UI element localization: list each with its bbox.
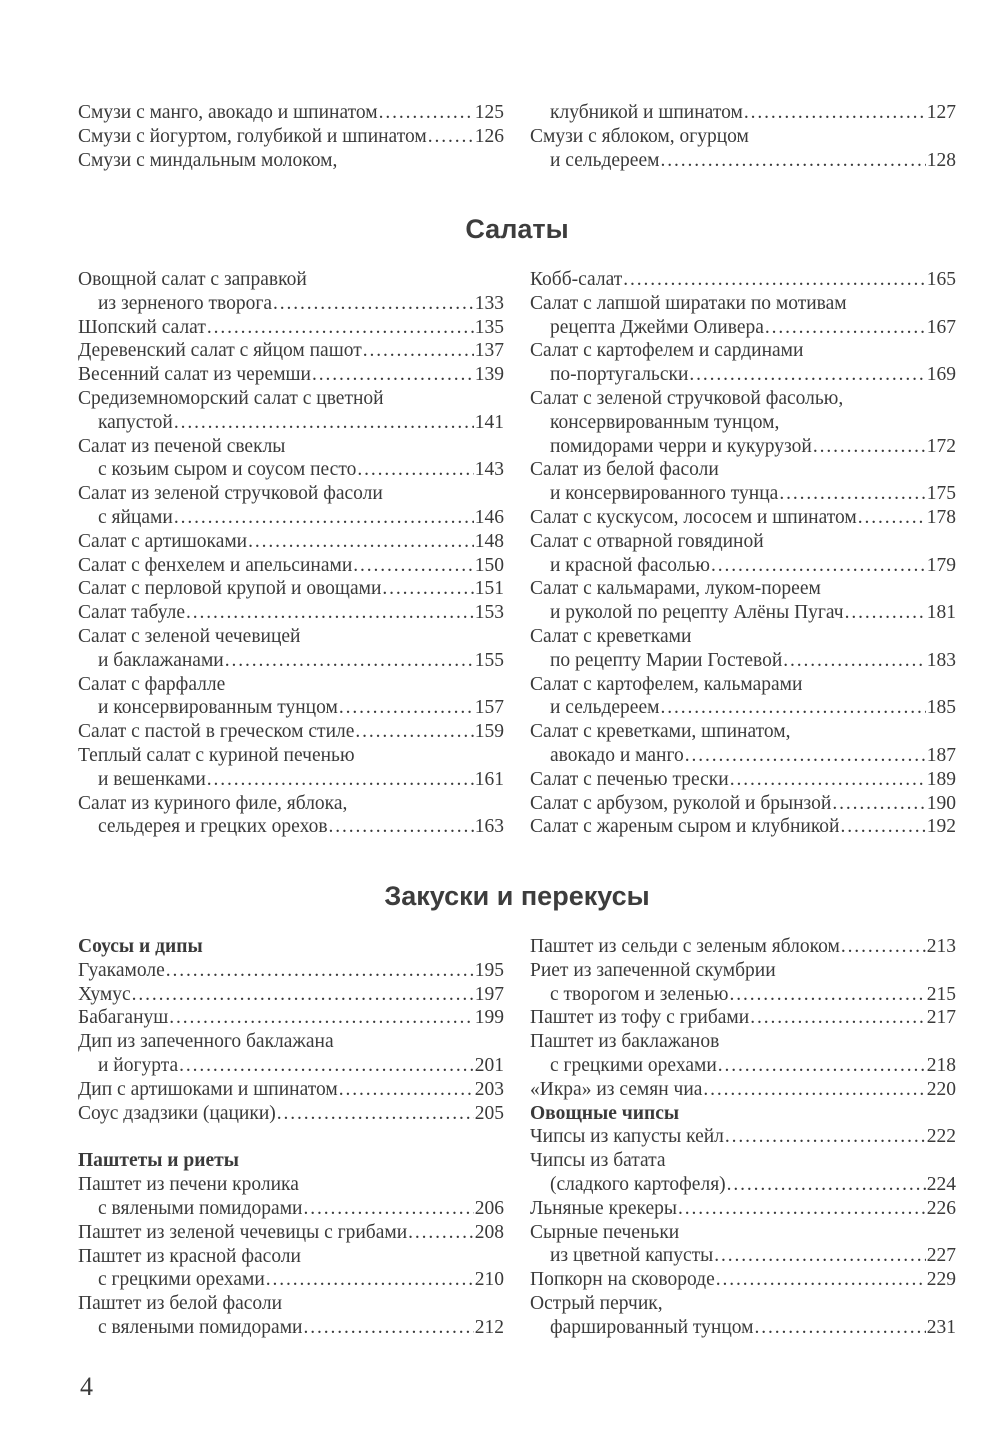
toc-entry[interactable] xyxy=(530,1078,956,1102)
toc-entry[interactable] xyxy=(78,530,504,554)
dot-leader xyxy=(355,720,473,744)
toc-page-number: 199 xyxy=(474,1007,504,1029)
dot-leader xyxy=(689,363,925,387)
toc-page-number: 220 xyxy=(926,1078,956,1100)
toc-entry-title: Смузи с йогуртом, голубикой и шпинатом xyxy=(78,125,427,147)
toc-entry-title: с яйцами xyxy=(98,506,173,528)
toc-page-number: 137 xyxy=(474,340,504,362)
toc-entry-title: рецепта Джейми Оливера xyxy=(550,316,764,338)
toc-entry-title: консервированным тунцом, xyxy=(550,411,780,433)
toc-entry[interactable] xyxy=(78,1078,504,1102)
toc-page-number: 190 xyxy=(926,792,956,814)
toc-entry-title: клубникой и шпинатом xyxy=(550,102,743,123)
dot-leader xyxy=(725,1125,926,1149)
toc-page-number: 203 xyxy=(474,1078,504,1100)
toc-entry-title: Салат из печеной свеклы xyxy=(78,435,286,457)
toc-subheading: Паштеты и риеты xyxy=(78,1150,239,1172)
toc-entry-title: и руколой по рецепту Алёны Пугач xyxy=(550,602,844,624)
dot-leader xyxy=(207,768,474,792)
toc-entry-title: Средиземноморский салат с цветной xyxy=(78,387,384,409)
toc-entry-title: Салат с креветками, шпинатом, xyxy=(530,721,791,743)
toc-page-number: 213 xyxy=(926,936,956,957)
toc-entry-title: с козьим сыром и соусом песто xyxy=(98,459,357,481)
toc-page-number: 127 xyxy=(926,102,956,123)
toc-entry-title: Салат с кальмарами, луком-пореем xyxy=(530,578,821,600)
toc-entry[interactable] xyxy=(530,339,956,387)
dot-leader xyxy=(186,601,474,625)
dot-leader xyxy=(832,792,925,816)
dot-leader xyxy=(711,554,926,578)
toc-entry-title: Бабагануш xyxy=(78,1007,169,1029)
dot-leader xyxy=(225,649,474,673)
toc-page-number: 206 xyxy=(474,1197,504,1219)
toc-page-number: 195 xyxy=(474,959,504,981)
toc-page-number: 178 xyxy=(926,506,956,528)
toc-page-number: 161 xyxy=(474,768,504,790)
toc-entry-title: фаршированный тунцом xyxy=(550,1316,754,1338)
toc-entry-title: капустой xyxy=(98,411,173,433)
toc-page-number: 218 xyxy=(926,1054,956,1076)
toc-page-number: 189 xyxy=(926,768,956,790)
dot-leader xyxy=(379,101,474,125)
toc-entry-title: по рецепту Марии Гостевой xyxy=(550,649,783,671)
dot-leader xyxy=(660,149,925,173)
toc-page-number: 125 xyxy=(474,102,504,123)
toc-entry[interactable] xyxy=(78,339,504,363)
toc-entry[interactable] xyxy=(530,1197,956,1221)
toc-entry-title: Деревенский салат с яйцом пашот xyxy=(78,340,362,362)
toc-entry[interactable] xyxy=(78,1245,504,1293)
toc-entry[interactable] xyxy=(78,959,504,983)
toc-entry[interactable] xyxy=(530,673,956,721)
toc-page-number: 215 xyxy=(926,983,956,1005)
toc-entry[interactable] xyxy=(530,292,956,340)
toc-page-number: 155 xyxy=(474,649,504,671)
toc-entry-title: Попкорн на сковороде xyxy=(530,1269,715,1291)
toc-page-number: 185 xyxy=(926,697,956,719)
dot-leader xyxy=(353,554,473,578)
toc-subheading: Соусы и дипы xyxy=(78,936,203,957)
toc-entry[interactable] xyxy=(78,125,504,149)
toc-page-number: 208 xyxy=(474,1221,504,1243)
toc-page-number: 139 xyxy=(474,364,504,386)
toc-entry-title: Хумус xyxy=(78,983,131,1005)
toc-entry[interactable] xyxy=(78,673,504,721)
dot-leader xyxy=(312,363,474,387)
toc-page-number: 187 xyxy=(926,744,956,766)
dot-leader xyxy=(841,935,926,959)
toc-entry[interactable] xyxy=(78,792,504,840)
toc-entry[interactable] xyxy=(78,744,504,792)
toc-entry-title: Салат с зеленой чечевицей xyxy=(78,625,301,647)
toc-entry[interactable] xyxy=(530,530,956,578)
toc-entry-title: Салат с картофелем, кальмарами xyxy=(530,673,803,695)
toc-entry[interactable] xyxy=(78,554,504,578)
toc-entry-title: помидорами черри и кукурузой xyxy=(550,435,812,457)
toc-entry-title: Смузи с яблоком, огурцом xyxy=(530,125,749,147)
toc-page-number: 172 xyxy=(926,435,956,457)
toc-entry-title: Смузи с манго, авокадо и шпинатом xyxy=(78,102,378,123)
toc-entry-title: Салат из белой фасоли xyxy=(530,459,719,481)
toc-entry-title: Салат из куриного филе, яблока, xyxy=(78,792,348,814)
toc-entry-title: Салат табуле xyxy=(78,602,185,624)
toc-page-number: 175 xyxy=(926,483,956,505)
toc-page-number: 210 xyxy=(474,1269,504,1291)
toc-column-left xyxy=(78,101,504,172)
toc-entry-title: с творогом и зеленью xyxy=(550,983,729,1005)
dot-leader xyxy=(744,101,926,125)
dot-leader xyxy=(718,1054,926,1078)
toc-page-number: 212 xyxy=(474,1316,504,1338)
section-title-salads: Салаты xyxy=(465,214,569,244)
toc-entry[interactable] xyxy=(530,720,956,768)
toc-entry[interactable] xyxy=(530,1030,956,1078)
toc-entry-title: Смузи с миндальным молоком, xyxy=(78,149,338,171)
toc-entry[interactable] xyxy=(530,458,956,506)
toc-entry-title: Чипсы из капусты кейл xyxy=(530,1126,724,1148)
toc-entry[interactable] xyxy=(78,1030,504,1078)
toc-entry-title: по-португальски xyxy=(550,364,689,386)
toc-entry-title: «Икра» из семян чиа xyxy=(530,1078,703,1100)
toc-page-number: 201 xyxy=(474,1054,504,1076)
toc-page-number: 192 xyxy=(926,816,956,838)
dot-leader xyxy=(623,268,926,292)
toc-entry-title: Салат с артишоками xyxy=(78,530,248,552)
toc-entry[interactable] xyxy=(530,768,956,792)
toc-entry[interactable] xyxy=(78,1006,504,1030)
toc-entry-title: Салат с картофелем и сардинами xyxy=(530,340,804,362)
toc-page-number: 217 xyxy=(926,1007,956,1029)
toc-page-number: 165 xyxy=(926,269,956,290)
toc-entry-title: Салат из зеленой стручковой фасоли xyxy=(78,483,383,505)
dot-leader xyxy=(303,1197,473,1221)
toc-entry-title: из цветной капусты xyxy=(550,1245,714,1267)
toc-page-number: 226 xyxy=(926,1197,956,1219)
toc-page-number: 146 xyxy=(474,506,504,528)
dot-leader xyxy=(382,577,473,601)
toc-page-number: 128 xyxy=(926,149,956,171)
toc-entry[interactable] xyxy=(530,387,956,458)
toc-entry[interactable] xyxy=(78,316,504,340)
toc-entry-title: авокадо и манго xyxy=(550,744,684,766)
toc-entry[interactable] xyxy=(78,1102,504,1126)
toc-entry-title: и сельдереем xyxy=(550,149,660,171)
toc-entry-title: Паштет из белой фасоли xyxy=(78,1293,283,1315)
toc-entry-title: Паштет из тофу с грибами xyxy=(530,1007,750,1029)
toc-entry[interactable] xyxy=(530,1268,956,1292)
dot-leader xyxy=(703,1078,925,1102)
toc-entry-title: и баклажанами xyxy=(98,649,224,671)
toc-entry[interactable] xyxy=(78,149,504,173)
toc-entry-title: Паштет из баклажанов xyxy=(530,1031,720,1053)
toc-page-number: 222 xyxy=(926,1126,956,1148)
toc-entry[interactable] xyxy=(78,101,504,125)
dot-leader xyxy=(750,1006,926,1030)
toc-entry[interactable] xyxy=(78,1173,504,1221)
section-title-snacks: Закуски и перекусы xyxy=(384,881,650,911)
toc-entry-title: Салат с печенью трески xyxy=(530,768,729,790)
toc-entry-title: с грецкими орехами xyxy=(98,1269,265,1291)
toc-entry[interactable] xyxy=(530,792,956,816)
dot-leader xyxy=(266,1268,474,1292)
toc-entry[interactable] xyxy=(530,125,956,173)
toc-entry[interactable] xyxy=(78,435,504,483)
toc-page-number: 227 xyxy=(926,1245,956,1267)
dot-leader xyxy=(678,1197,926,1221)
toc-entry-title: Сырные печеньки xyxy=(530,1221,680,1243)
dot-leader xyxy=(730,768,926,792)
toc-entry-title: Острый перчик, xyxy=(530,1292,663,1314)
dot-leader xyxy=(277,1102,474,1126)
dot-leader xyxy=(303,1316,473,1340)
toc-entry-title: и консервированным тунцом xyxy=(98,697,338,719)
toc-entry-title: Весенний салат из черемши xyxy=(78,364,311,386)
toc-entry[interactable] xyxy=(78,577,504,601)
dot-leader xyxy=(273,292,474,316)
toc-page-number: 179 xyxy=(926,554,956,576)
toc-page-number: 135 xyxy=(474,316,504,338)
toc-entry-title: Салат с перловой крупой и овощами xyxy=(78,578,382,600)
toc-page-number: 126 xyxy=(474,125,504,147)
toc-entry[interactable] xyxy=(530,577,956,625)
dot-leader xyxy=(174,506,474,530)
dot-leader xyxy=(132,983,474,1007)
toc-page-number: 157 xyxy=(474,697,504,719)
toc-entry[interactable] xyxy=(78,387,504,435)
toc-page-number: 169 xyxy=(926,364,956,386)
toc-entry-title: Льняные крекеры xyxy=(530,1197,677,1219)
toc-entry[interactable] xyxy=(530,1292,956,1340)
toc-entry-title: Дип из запеченного баклажана xyxy=(78,1031,334,1053)
dot-leader xyxy=(685,744,926,768)
toc-entry[interactable] xyxy=(78,268,504,316)
dot-leader xyxy=(166,959,474,983)
toc-entry-title: Салат с фенхелем и апельсинами xyxy=(78,554,353,576)
dot-leader xyxy=(660,696,925,720)
toc-column-right xyxy=(530,268,956,839)
toc-entry[interactable] xyxy=(78,482,504,530)
toc-page-number: 163 xyxy=(474,816,504,838)
toc-entry-title: Салат с зеленой стручковой фасолью, xyxy=(530,387,844,409)
toc-entry-title: с вялеными помидорами xyxy=(98,1197,303,1219)
toc-entry-title: и сельдереем xyxy=(550,697,660,719)
toc-column-left xyxy=(78,268,504,839)
toc-entry[interactable] xyxy=(530,815,956,839)
toc-entry[interactable] xyxy=(530,1221,956,1269)
toc-entry-title: Салат с кускусом, лососем и шпинатом xyxy=(530,506,857,528)
toc-entry-title: Салат с арбузом, руколой и брынзой xyxy=(530,792,832,814)
toc-page-number: 231 xyxy=(926,1316,956,1338)
dot-leader xyxy=(408,1221,474,1245)
toc-entry-title: с вялеными помидорами xyxy=(98,1316,303,1338)
toc-entry-title: и консервированного тунца xyxy=(550,483,779,505)
toc-entry-title: Гуакамоле xyxy=(78,959,165,981)
toc-entry[interactable] xyxy=(78,720,504,744)
toc-page-number: 133 xyxy=(474,292,504,314)
dot-leader xyxy=(179,1054,474,1078)
toc-entry-title: из зерненого творога xyxy=(98,292,273,314)
dot-leader xyxy=(428,125,474,149)
dot-leader xyxy=(779,482,925,506)
dot-leader xyxy=(841,815,926,839)
dot-leader xyxy=(727,1173,926,1197)
toc-entry-title: Паштет из сельди с зеленым яблоком xyxy=(530,936,840,957)
toc-entry[interactable] xyxy=(530,935,956,959)
page-number: 4 xyxy=(80,1372,93,1401)
toc-entry[interactable] xyxy=(530,506,956,530)
dot-leader xyxy=(363,339,474,363)
toc-entry-title: Паштет из печени кролика xyxy=(78,1174,299,1196)
dot-leader xyxy=(248,530,474,554)
toc-page-number: 229 xyxy=(926,1269,956,1291)
dot-leader xyxy=(729,983,925,1007)
toc-entry-title: Салат с пастой в греческом стиле xyxy=(78,721,355,743)
toc-entry-title: и вешенками xyxy=(98,768,206,790)
dot-leader xyxy=(813,435,926,459)
dot-leader xyxy=(357,458,473,482)
toc-page-number: 197 xyxy=(474,983,504,1005)
toc-page-number: 151 xyxy=(474,578,504,600)
toc-page-number: 143 xyxy=(474,459,504,481)
dot-leader xyxy=(716,1268,926,1292)
dot-leader xyxy=(329,815,474,839)
toc-entry-title: Дип с артишоками и шпинатом xyxy=(78,1078,338,1100)
toc-page-number: 224 xyxy=(926,1173,956,1195)
toc-entry-title: Салат с лапшой ширатаки по мотивам xyxy=(530,292,847,314)
dot-leader xyxy=(339,696,474,720)
toc-page-number: 181 xyxy=(926,602,956,624)
dot-leader xyxy=(339,1078,474,1102)
toc-entry[interactable] xyxy=(530,101,956,125)
toc-entry-title: с грецкими орехами xyxy=(550,1054,717,1076)
toc-entry[interactable] xyxy=(530,1125,956,1149)
spacer xyxy=(78,1125,504,1149)
toc-page-number: 141 xyxy=(474,411,504,433)
dot-leader xyxy=(207,316,474,340)
toc-entry-title: и йогурта xyxy=(98,1054,179,1076)
toc-page-number: 150 xyxy=(474,554,504,576)
toc-page-number: 153 xyxy=(474,602,504,624)
toc-column-right xyxy=(530,935,956,1340)
toc-entry[interactable] xyxy=(530,1149,956,1197)
dot-leader xyxy=(845,601,926,625)
toc-entry-title: Овощной салат с заправкой xyxy=(78,269,307,290)
toc-entry-title: Салат с фарфалле xyxy=(78,673,226,695)
dot-leader xyxy=(858,506,926,530)
toc-entry[interactable] xyxy=(78,363,504,387)
toc-column-right xyxy=(530,101,956,172)
toc-entry[interactable] xyxy=(530,1006,956,1030)
toc-entry-title: Соус дзадзики (цацики) xyxy=(78,1102,276,1124)
dot-leader xyxy=(754,1316,925,1340)
dot-leader xyxy=(174,411,474,435)
toc-entry-title: и красной фасолью xyxy=(550,554,710,576)
toc-entry-title: Паштет из зеленой чечевицы с грибами xyxy=(78,1221,408,1243)
smoothie-continuation xyxy=(78,101,956,172)
salads-section xyxy=(78,268,956,839)
dot-leader xyxy=(765,316,926,340)
toc-entry-title: (сладкого картофеля) xyxy=(550,1173,726,1195)
toc-page-number: 205 xyxy=(474,1102,504,1124)
toc-page-number: 148 xyxy=(474,530,504,552)
toc-subheading: Овощные чипсы xyxy=(530,1102,680,1124)
toc-entry-title: Паштет из красной фасоли xyxy=(78,1245,301,1267)
toc-entry-title: Шопский салат xyxy=(78,316,206,338)
toc-entry[interactable] xyxy=(78,601,504,625)
toc-entry[interactable] xyxy=(78,625,504,673)
toc-entry-title: Салат с отварной говядиной xyxy=(530,530,764,552)
dot-leader xyxy=(169,1006,473,1030)
toc-entry-title: сельдерея и грецких орехов xyxy=(98,816,328,838)
toc-page-number: 167 xyxy=(926,316,956,338)
toc-entry[interactable] xyxy=(78,983,504,1007)
toc-entry-title: Теплый салат с куриной печенью xyxy=(78,744,355,766)
toc-entry[interactable] xyxy=(78,1221,504,1245)
toc-entry-title: Салат с креветками xyxy=(530,625,692,647)
toc-entry-title: Салат с жареным сыром и клубникой xyxy=(530,816,840,838)
dot-leader xyxy=(783,649,925,673)
toc-page-number: 159 xyxy=(474,721,504,743)
toc-entry[interactable] xyxy=(78,1292,504,1340)
toc-entry-title: Чипсы из батата xyxy=(530,1150,666,1172)
toc-column-left xyxy=(78,935,504,1340)
toc-entry[interactable] xyxy=(530,625,956,673)
snacks-section xyxy=(78,935,956,1340)
dot-leader xyxy=(714,1244,925,1268)
toc-page-number: 183 xyxy=(926,649,956,671)
toc-entry[interactable] xyxy=(530,959,956,1007)
toc-entry-title: Риет из запеченной скумбрии xyxy=(530,959,776,981)
toc-entry[interactable] xyxy=(530,268,956,292)
toc-entry-title: Кобб-салат xyxy=(530,269,623,290)
